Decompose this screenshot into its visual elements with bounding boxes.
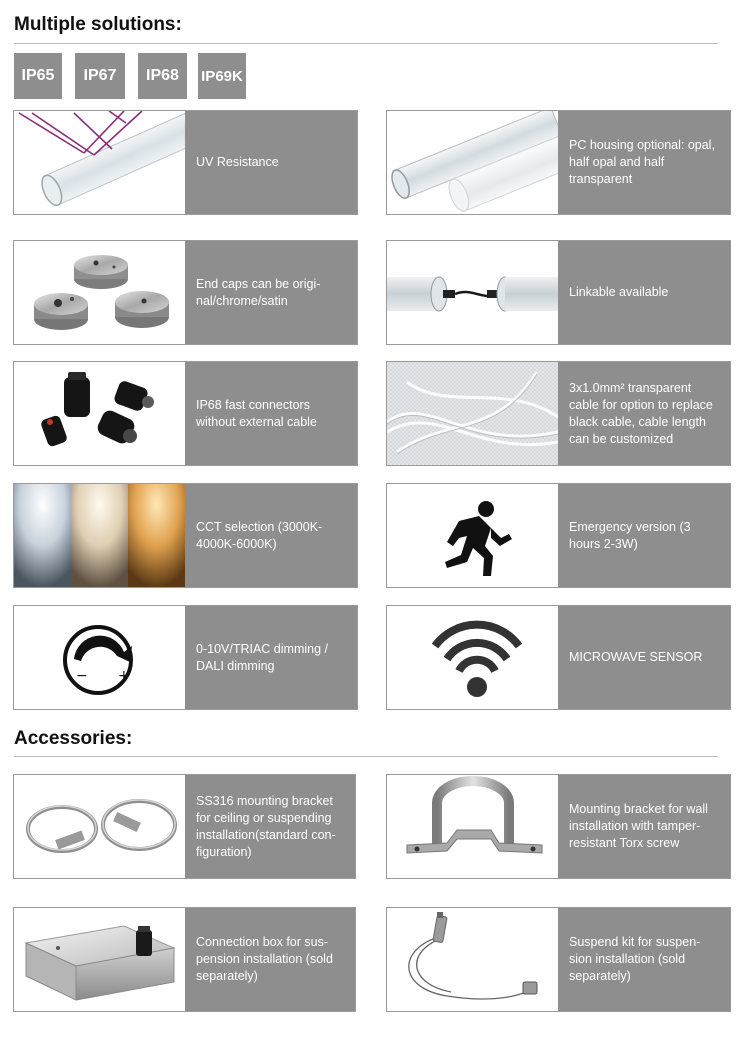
connectors-photo: [14, 362, 185, 465]
dimmer-icon: [14, 606, 185, 709]
feature-label: 3x1.0mm² transparent cable for option to replace black cable, cable length can be customized: [558, 362, 730, 465]
linkable-photo: [387, 241, 558, 344]
feature-label: MICROWAVE SENSOR: [558, 606, 730, 709]
feature-card-connectors: [13, 361, 358, 466]
feature-card-end-caps: [13, 240, 358, 345]
accessories-divider: [14, 756, 718, 757]
feature-label: Linkable available: [558, 241, 730, 344]
feature-label: UV Resistance: [185, 111, 357, 214]
running-man-icon: [387, 484, 558, 587]
svg-text:+: +: [118, 668, 130, 684]
feature-label: PC housing optional: opal, half opal and half transparent: [558, 111, 730, 214]
suspend-kit-photo: [387, 908, 558, 1011]
accessory-card-ring-bracket: [13, 774, 356, 879]
feature-card-cable: [386, 361, 731, 466]
cable-photo: [387, 362, 558, 465]
feature-card-cct: [13, 483, 358, 588]
feature-card-uv: [13, 110, 358, 215]
wall-bracket-photo: [387, 775, 558, 878]
solutions-heading: Multiple solutions:: [14, 14, 182, 35]
feature-label: End caps can be origi-nal/chrome/satin: [185, 241, 357, 344]
feature-label: 0-10V/TRIAC dimming / DALI dimming: [185, 606, 357, 709]
wifi-icon: [387, 606, 558, 709]
feature-card-emergency: [386, 483, 731, 588]
feature-label: IP68 fast connectors without external cable: [185, 362, 357, 465]
solutions-divider: [14, 43, 718, 44]
feature-card-linkable: [386, 240, 731, 345]
pc-housing-photo: [387, 111, 558, 214]
accessory-card-wall-bracket: [386, 774, 731, 879]
ip65-badge: IP65: [14, 53, 62, 99]
accessory-card-suspend-kit: [386, 907, 731, 1012]
cct-photo: [14, 484, 185, 587]
ip69k-badge: IP69K: [198, 53, 246, 99]
accessory-label: SS316 mounting bracket for ceiling or suspending installation(standard con-figuration): [185, 775, 355, 878]
accessories-heading: Accessories:: [14, 728, 133, 749]
feature-card-dimming: [13, 605, 358, 710]
accessory-label: Connection box for sus-pension installation (sold separately): [185, 908, 355, 1011]
feature-label: Emergency version (3 hours 2-3W): [558, 484, 730, 587]
feature-label: CCT selection (3000K-4000K-6000K): [185, 484, 357, 587]
uv-tube-photo: [14, 111, 185, 214]
accessory-label: Mounting bracket for wall installation with tamper-resistant Torx screw: [558, 775, 730, 878]
svg-text:−: −: [76, 668, 88, 684]
accessory-card-connection-box: [13, 907, 356, 1012]
accessory-label: Suspend kit for suspen-sion installation (sold separately): [558, 908, 730, 1011]
feature-card-sensor: [386, 605, 731, 710]
ip67-badge: IP67: [75, 53, 125, 99]
end-caps-photo: [14, 241, 185, 344]
ring-bracket-photo: [14, 775, 185, 878]
feature-card-pc-housing: [386, 110, 731, 215]
ip68-badge: IP68: [138, 53, 187, 99]
connection-box-photo: [14, 908, 185, 1011]
